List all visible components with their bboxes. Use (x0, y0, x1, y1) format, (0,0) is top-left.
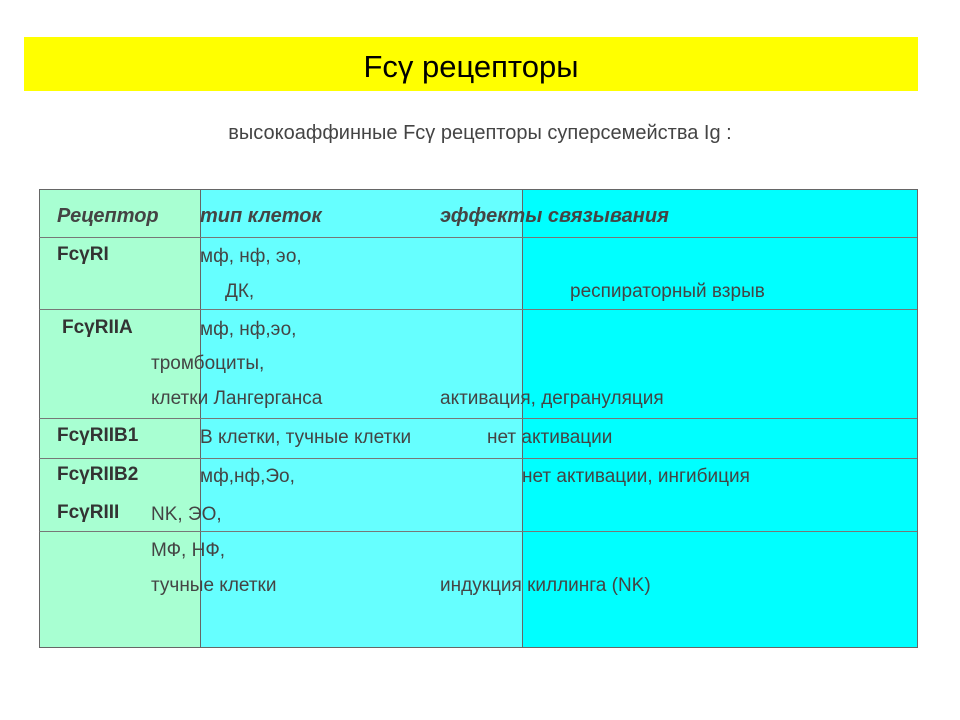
cell-type-text: мф, нф,эо, (200, 319, 297, 340)
receptor-name: FcγRIIB1 (57, 425, 139, 446)
slide-title: Fcγ рецепторы (363, 49, 579, 84)
receptor-name: FcγRIII (57, 502, 120, 523)
row-divider (39, 309, 917, 310)
cell-type-text: мф,нф,Эо, (200, 466, 295, 487)
cell-type-text: В клетки, тучные клетки (200, 427, 412, 448)
cell-type-text: клетки Лангерганса (151, 388, 323, 409)
cell-type-text: тромбоциты, (151, 353, 265, 374)
row-divider (39, 531, 917, 532)
header-effects: эффекты связывания (440, 205, 669, 227)
receptor-name: FcγRI (57, 244, 109, 265)
receptor-name: FcγRIIA (62, 317, 133, 338)
row-divider (39, 418, 917, 419)
effect-text: индукция киллинга (NK) (440, 575, 651, 596)
cell-type-text: тучные клетки (151, 575, 277, 596)
effect-text: активация, дегрануляция (440, 388, 664, 409)
header-cell-type: тип клеток (200, 205, 322, 227)
cell-type-text: ДК, (225, 281, 255, 302)
effect-text: нет активации (487, 427, 613, 448)
row-divider (39, 458, 917, 459)
row-divider (39, 237, 917, 238)
effect-text: респираторный взрыв (570, 281, 765, 302)
cell-type-text: NK, ЭО, (151, 504, 222, 525)
header-receptor: Рецептор (57, 205, 159, 227)
receptor-name: FcγRIIB2 (57, 464, 139, 485)
cell-type-text: мф, нф, эо, (200, 246, 302, 267)
slide-subtitle: высокоаффинные Fcγ рецепторы суперсемейства Ig : (228, 122, 732, 144)
cell-type-text: МФ, НФ, (151, 540, 226, 561)
effect-text: нет активации, ингибиция (522, 466, 750, 487)
